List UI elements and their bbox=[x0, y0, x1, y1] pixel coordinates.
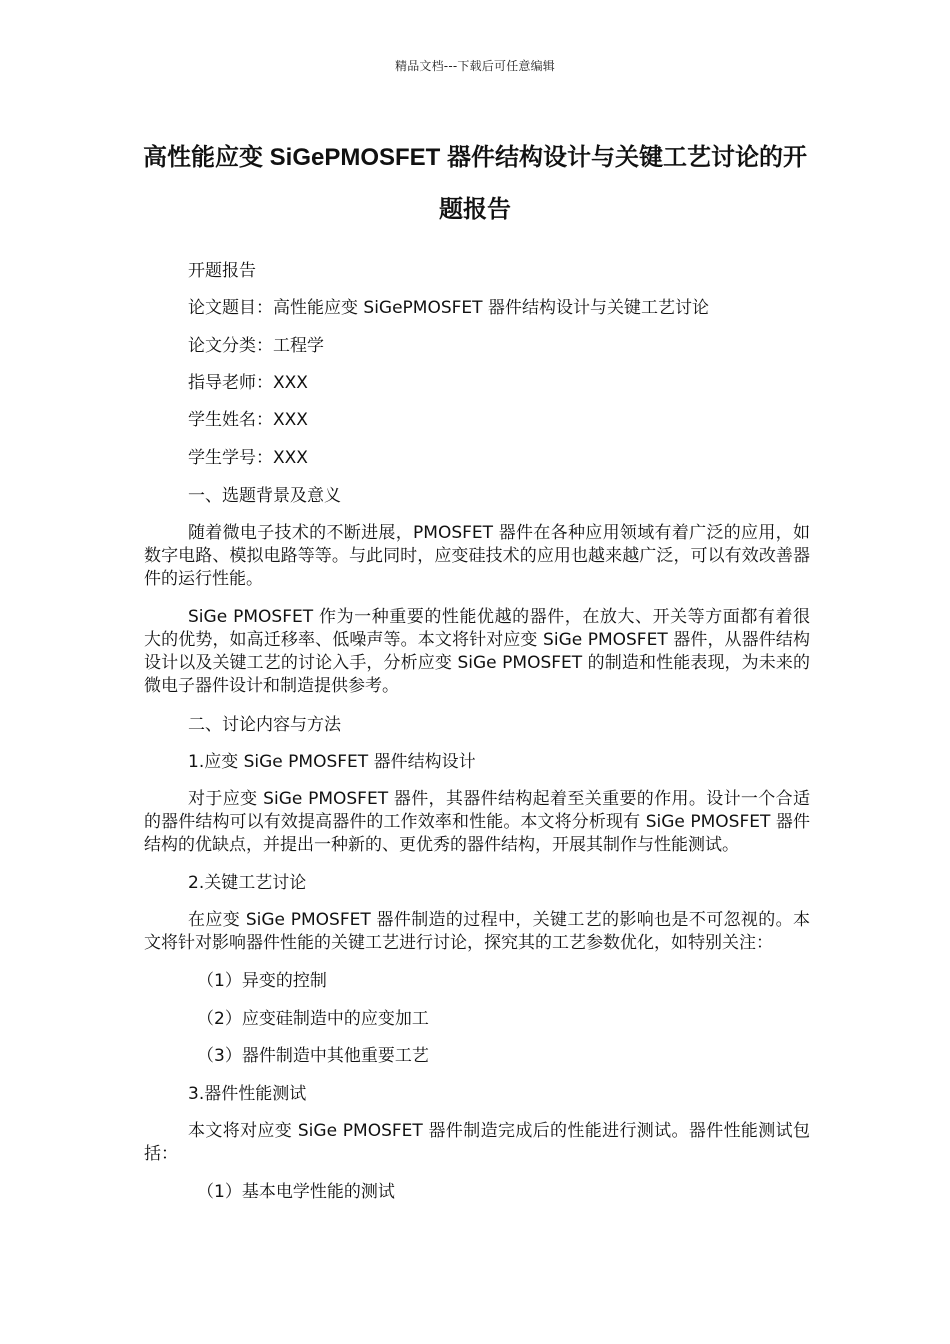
student-name-line: 学生姓名：XXX bbox=[188, 410, 308, 430]
document-title: 高性能应变 SiGePMOSFET 器件结构设计与关键工艺讨论的开题报告 bbox=[142, 144, 808, 223]
section2-heading: 二、讨论内容与方法 bbox=[188, 715, 341, 735]
section1-heading: 一、选题背景及意义 bbox=[188, 486, 341, 506]
section1-paragraph-2: SiGe PMOSFET 作为一种重要的性能优越的器件，在放大、开关等方面都有着很大的优势，如高迁移率、低噪声等。本文将针对应变 SiGe PMOSFET 器件，从器件结构设计以及关键工艺的讨论入手，分析应变 SiGe PMOSFET 的制造和性能表现，为未来的微电子器件设计和制造提供参考。 bbox=[144, 607, 810, 696]
header-note: 精品文档---下载后可任意编辑 bbox=[395, 59, 555, 73]
advisor-line: 指导老师：XXX bbox=[188, 373, 308, 393]
topic-line: 论文题目：高性能应变 SiGePMOSFET 器件结构设计与关键工艺讨论 bbox=[188, 298, 709, 318]
list-item: （1）基本电学性能的测试 bbox=[197, 1182, 395, 1202]
report-label: 开题报告 bbox=[188, 261, 256, 281]
list-item: （2）应变硅制造中的应变加工 bbox=[197, 1009, 429, 1029]
subsection2-heading: 2.关键工艺讨论 bbox=[188, 873, 307, 893]
list-item: （1）异变的控制 bbox=[197, 971, 327, 991]
section1-paragraph-1: 随着微电子技术的不断进展，PMOSFET 器件在各种应用领域有着广泛的应用，如数字电路、模拟电路等等。与此同时，应变硅技术的应用也越来越广泛，可以有效改善器件的运行性能。 bbox=[144, 523, 810, 589]
subsection2-paragraph: 在应变 SiGe PMOSFET 器件制造的过程中，关键工艺的影响也是不可忽视的。本文将针对影响器件性能的关键工艺进行讨论，探究其的工艺参数优化，如特别关注： bbox=[144, 910, 810, 953]
subsection3-heading: 3.器件性能测试 bbox=[188, 1084, 307, 1104]
student-id-line: 学生学号：XXX bbox=[188, 448, 308, 468]
category-line: 论文分类：工程学 bbox=[188, 336, 324, 356]
subsection1-heading: 1.应变 SiGe PMOSFET 器件结构设计 bbox=[188, 752, 476, 772]
subsection1-paragraph: 对于应变 SiGe PMOSFET 器件，其器件结构起着至关重要的作用。设计一个合适的器件结构可以有效提高器件的工作效率和性能。本文将分析现有 SiGe PMOSFET 器件结构的优缺点，并提出一种新的、更优秀的器件结构，开展其制作与性能测试。 bbox=[144, 789, 810, 855]
subsection3-paragraph: 本文将对应变 SiGe PMOSFET 器件制造完成后的性能进行测试。器件性能测试包括： bbox=[144, 1121, 810, 1164]
list-item: （3）器件制造中其他重要工艺 bbox=[197, 1046, 429, 1066]
